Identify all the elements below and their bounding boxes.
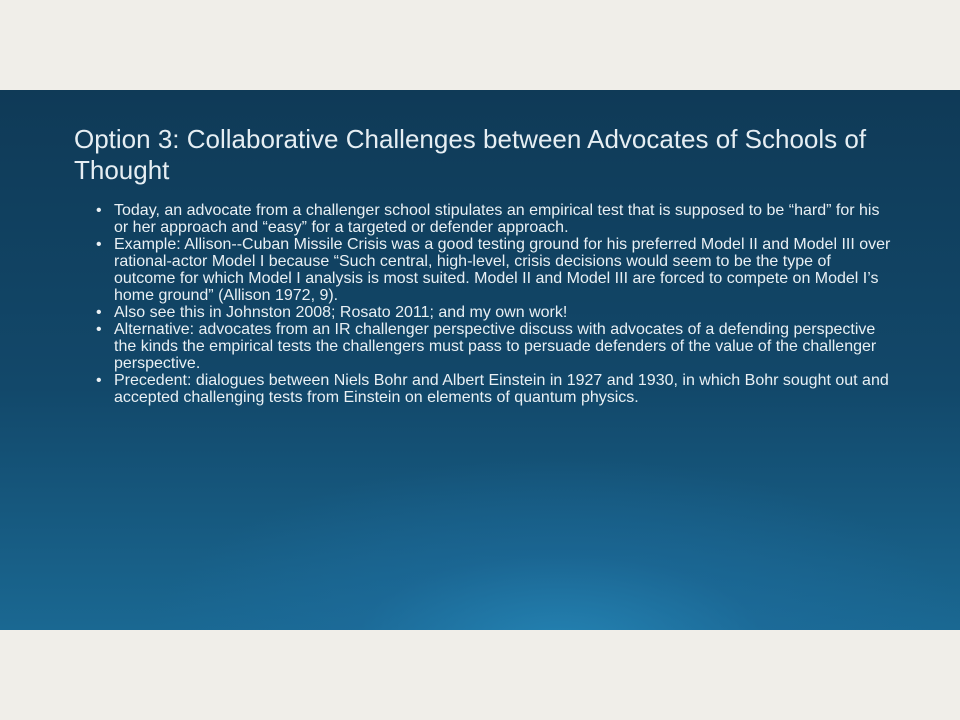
bullet-glyph: •: [96, 304, 102, 321]
bullet-glyph: •: [96, 236, 102, 253]
bullet-item-alternative: [96, 321, 896, 372]
slide-title: Option 3: Collaborative Challenges between Advocates of Schools of Thought: [74, 124, 867, 185]
bullet-item-example: [96, 236, 896, 304]
bullet-text: Today, an advocate from a challenger school stipulates an empirical test that is supposed to be “hard” for his or her approach and “easy” for a targeted or defender approach.: [114, 202, 880, 236]
bullet-text: Also see this in Johnston 2008; Rosato 2011; and my own work!: [114, 304, 568, 321]
bullet-glyph: •: [96, 202, 102, 219]
presentation-slide: [0, 90, 960, 630]
bullet-text: Alternative: advocates from an IR challenger perspective discuss with advocates of a defending perspective the kinds the empirical tests the challengers must pass to persuade defenders of the value of the challenger perspective.: [114, 321, 877, 372]
bullet-item-also-see: [96, 304, 896, 321]
bullet-glyph: •: [96, 321, 102, 338]
bullet-glyph: •: [96, 372, 102, 389]
bullet-item-precedent: [96, 372, 896, 406]
bullet-text: Example: Allison--Cuban Missile Crisis was a good testing ground for his preferred Model II and Model III over rational-actor Model I because “Such central, high-level, crisis decisions would seem to be the type of outcome for which Model I analysis is most suited. Model II and Model III are forced to compete on Model I’s home ground” (Allison 1972, 9).: [114, 236, 891, 304]
bullet-text: Precedent: dialogues between Niels Bohr and Albert Einstein in 1927 and 1930, in which Bohr sought out and accepted challenging tests from Einstein on elements of quantum physics.: [114, 372, 889, 406]
bullet-list: [96, 202, 896, 406]
bullet-item-today: [96, 202, 896, 236]
